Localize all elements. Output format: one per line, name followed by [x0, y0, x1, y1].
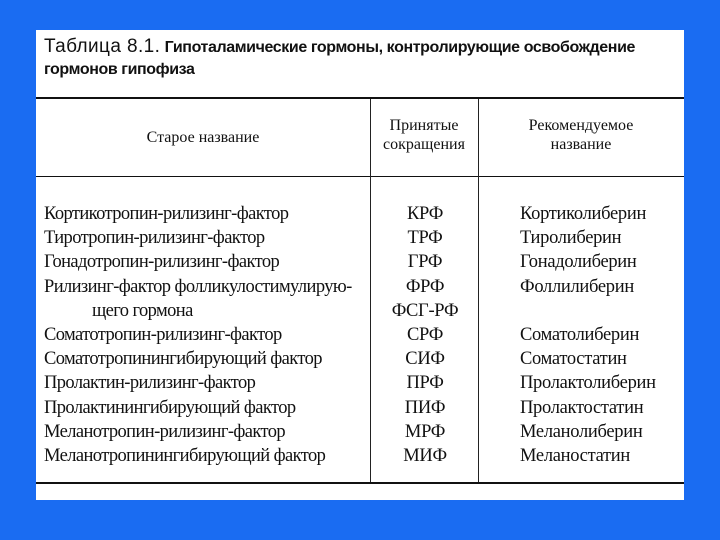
header-recommended-line-1: Рекомендуемое: [528, 117, 634, 134]
header-recommended: [478, 116, 684, 154]
table-cell-abbr: ПРФ: [406, 373, 444, 394]
table-cell-old: Соматотропин-рилизинг-фактор: [44, 324, 282, 345]
table-document: [36, 30, 684, 500]
table-cell-rec: Пролактолиберин: [520, 373, 656, 394]
table-cell-rec: [520, 299, 680, 323]
table-cell-old: Меланотропин-рилизинг-фактор: [44, 421, 286, 442]
table-cell-abbr: ГРФ: [407, 252, 443, 273]
header-old-name-text: Старое название: [146, 129, 260, 146]
header-old-name: [36, 128, 370, 147]
header-recommended-line-2: название: [550, 136, 612, 153]
column-abbreviations: [372, 202, 478, 468]
table-cell-rec: Гонадолиберин: [520, 252, 637, 273]
table-cell-rec: Меланолиберин: [520, 421, 643, 442]
table-cell-rec: Соматостатин: [520, 349, 627, 370]
column-recommended-names: [520, 202, 680, 468]
table-caption: [44, 36, 680, 80]
table-cell-old: Меланотропинингибирующий фактор: [44, 445, 326, 466]
table-cell-old: Гонадотропин-рилизинг-фактор: [44, 252, 280, 273]
table-cell-abbr: ПИФ: [404, 397, 446, 418]
table-cell-rec: Соматолиберин: [520, 324, 640, 345]
bottom-rule: [36, 482, 684, 484]
table-label: Таблица 8.1.: [44, 36, 161, 57]
table-cell-rec: Меланостатин: [520, 445, 631, 466]
table-cell-old: Соматотропинингибирующий фактор: [44, 349, 322, 370]
table-cell-abbr: МРФ: [404, 421, 446, 442]
table-cell-abbr: ФРФ: [405, 276, 445, 297]
table-cell-old: Пролактин-рилизинг-фактор: [44, 373, 256, 394]
column-old-names: [44, 202, 374, 468]
column-divider-2: [478, 99, 479, 482]
table-cell-rec: Фоллилиберин: [520, 276, 634, 297]
header-abbreviation-line-2: сокращения: [383, 136, 465, 153]
table-cell-abbr: ФСГ-РФ: [391, 300, 459, 321]
table-cell-abbr: МИФ: [403, 445, 447, 466]
table-title: Гипоталамические гормоны, контролирующие освобождение гормонов гипофиза: [44, 39, 636, 78]
table-cell-abbr: ТРФ: [407, 228, 443, 249]
table-cell-old: Рилизинг-фактор фолликулостимулирую-: [44, 276, 352, 297]
table-cell-abbr: КРФ: [406, 204, 444, 224]
table-cell-old: щего гормона: [92, 300, 193, 321]
table-cell-rec: Пролактостатин: [520, 397, 644, 418]
header-rule: [36, 176, 684, 177]
table-cell-old: Тиротропин-рилизинг-фактор: [44, 228, 265, 249]
table-cell-old: Пролактинингибирующий фактор: [44, 397, 296, 418]
table-cell-abbr: СРФ: [406, 324, 444, 345]
table-cell-abbr: СИФ: [405, 349, 445, 370]
top-rule: [36, 97, 684, 99]
header-abbreviation: [370, 116, 478, 154]
table-cell-rec: Кортиколиберин: [520, 204, 647, 224]
table-cell-rec: Тиролиберин: [520, 228, 622, 249]
header-abbreviation-line-1: Принятые: [389, 117, 459, 134]
table-cell-old: Кортикотропин-рилизинг-фактор: [44, 204, 289, 224]
